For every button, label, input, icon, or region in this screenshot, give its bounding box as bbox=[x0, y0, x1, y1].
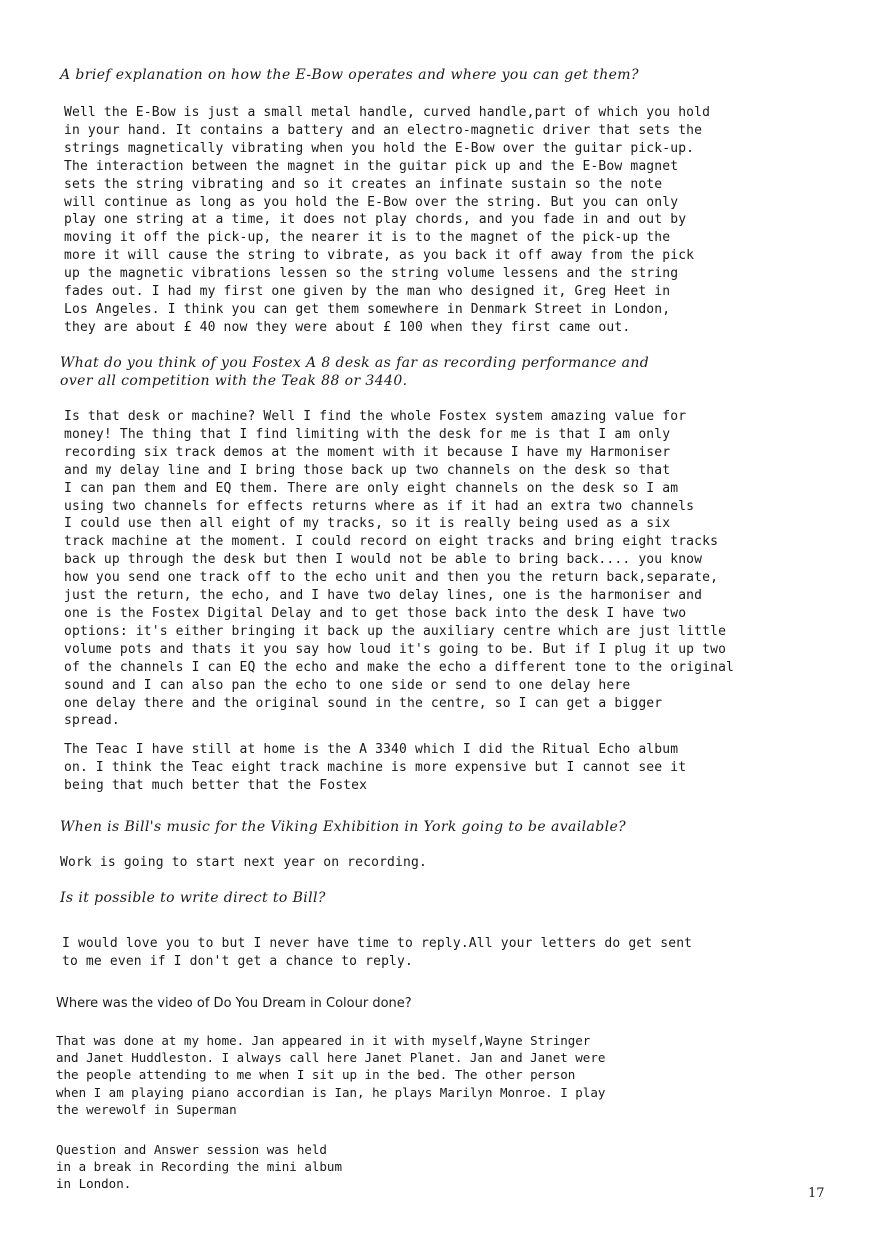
session-note: Question and Answer session was held in a break in Recording the mini album in London. bbox=[56, 1142, 342, 1192]
page-number: 17 bbox=[808, 1186, 825, 1201]
question-ebow: A brief explanation on how the E-Bow operates and where you can get them? bbox=[60, 67, 639, 83]
answer-fostex: Is that desk or machine? Well I find the whole Fostex system amazing value for money! The thing that I find limiting with the desk for me is that I am only recording six track demos at the moment with it because I have my Harmoniser and my delay line and I bring those back up two channels on the desk so that I can pan them and EQ them. There are only eight channels on the desk so I am using two channels for effects returns where as if it had an extra two channels I could use then all eight of my tracks, so it is really being used as a six track machine at the moment. I could record on eight tracks and bring eight tracks back up through the desk but then I would not be able to bring back.... you know how you send one track off to the echo unit and then you the return back,separate, just the return, the echo, and I have two delay lines, one is the harmoniser and one is the Fostex Digital Delay and to get those back into the desk I have two options: it's either bringing it back up the auxiliary centre which are just little volume pots and thats it you say how loud it's going to be. But if I plug it up two of the channels I can EQ the echo and make the echo a different tone to the original sound and I can also pan the echo to one side or send to one delay here one delay there and the original sound in the centre, so I can get a bigger spread. bbox=[64, 409, 735, 729]
question-video: Where was the video of Do You Dream in Colour done? bbox=[56, 996, 412, 1011]
answer-video: That was done at my home. Jan appeared in it with myself,Wayne Stringer and Janet Huddleston. I always call here Janet Planet. Jan and Janet were the people attending to me when I sit up in the bed. The other person when I am playing piano accordian is Ian, he plays Marilyn Monroe. I play the werewolf in Superman bbox=[56, 1033, 606, 1117]
answer-ebow: Well the E-Bow is just a small metal handle, curved handle,part of which you hold in your hand. It contains a battery and an electro-magnetic driver that sets the strings magnetically vibrating when you hold the E-Bow over the guitar pick-up. The interaction between the magnet in the guitar pick up and the E-Bow magnet sets the string vibrating and so it creates an infinate sustain so the note will continue as long as you hold the E-Bow over the string. But you can only play one string at a time, it does not play chords, and you fade in and out by moving it off the pick-up, the nearer it is to the magnet of the pick-up the more it will cause the string to vibrate, as you back it off away from the pick up the magnetic vibrations lessen so the string volume lessens and the string fades out. I had my first one given by the man who designed it, Greg Heet in Los Angeles. I think you can get them somewhere in Denmark Street in London, they are about £ 40 now they were about £ 100 when they first came out. bbox=[64, 105, 711, 335]
answer-fostex-teac: The Teac I have still at home is the A 3340 which I did the Ritual Echo album on. I think the Teac eight track machine is more expensive but I cannot see it being that much better that the Fostex bbox=[64, 742, 687, 793]
question-write-to-bill: Is it possible to write direct to Bill? bbox=[60, 890, 326, 906]
answer-viking: Work is going to start next year on recording. bbox=[60, 855, 427, 870]
question-fostex: What do you think of you Fostex A 8 desk as far as recording performance and over all competition with the Teak 88 or 3440. bbox=[60, 355, 650, 389]
answer-write-to-bill: I would love you to but I never have time to reply.All your letters do get sent to me even if I don't get a chance to reply. bbox=[62, 936, 693, 969]
question-viking: When is Bill's music for the Viking Exhibition in York going to be available? bbox=[60, 819, 627, 835]
